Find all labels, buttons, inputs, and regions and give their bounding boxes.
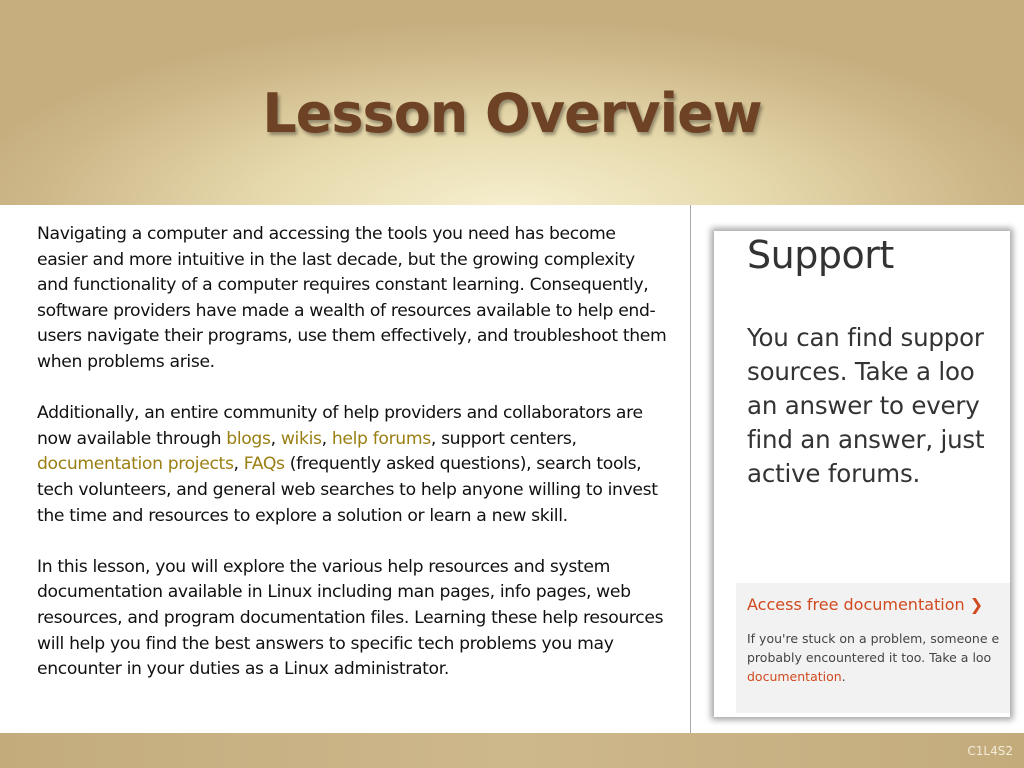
paragraph-3-text: In this lesson, you will explore the various help resources and system documentation available in Linux including man pages, info pages, web resources, and program documentation files. Learning these help resources will help you find the best answers to specific tech problems you may encounter in your duties as a Linux administrator. (37, 556, 664, 680)
paragraph-1-text: Navigating a computer and accessing the tools you need has become easier and more intuitive in the last decade, but the growing complexity and functionality of a computer requires constant learning. Consequently, software providers have made a wealth of resources available to help end-users navigate their programs, use them effectively, and troubleshoot them when problems arise. (37, 224, 667, 372)
paragraph-2-start: Additionally, an entire community of help providers and collaborators are now available through (37, 403, 643, 449)
blogs-link[interactable]: blogs (226, 428, 271, 449)
support-screenshot (714, 231, 1010, 717)
slide-title: Lesson Overview (262, 82, 762, 145)
help-forums-link[interactable]: help forums (331, 428, 431, 449)
documentation-box (736, 583, 1010, 713)
documentation-projects-link[interactable]: documentation projects (37, 454, 234, 475)
separator: , (270, 428, 281, 449)
screenshot-page (714, 231, 1010, 717)
screenshot-text (747, 321, 1010, 491)
slide-footer (0, 733, 1024, 768)
screenshot-line: You can find suppor (747, 323, 984, 352)
screenshot-line: find an answer, just (747, 425, 985, 454)
paragraph-2-mid: , support centers, (430, 428, 577, 449)
paragraph-2-end: (frequently asked questions), search tools, tech volunteers, and general web searches to help anyone willing to invest the time and resources to explore a solution or learn a new skill. (37, 454, 658, 526)
faqs-link[interactable]: FAQs (243, 454, 285, 475)
wikis-link[interactable]: wikis (280, 428, 322, 449)
slide-number: C1L4S2 (967, 744, 1013, 758)
paragraph-3 (37, 555, 667, 683)
paragraph-1 (37, 222, 667, 376)
screenshot-line: an answer to every (747, 391, 980, 420)
column-divider (690, 205, 691, 733)
separator: , (321, 428, 332, 449)
slide-header (0, 0, 1024, 205)
slide-content (0, 205, 1024, 733)
screenshot-line: sources. Take a loo (747, 357, 975, 386)
separator: , (233, 454, 244, 475)
paragraph-2 (37, 401, 667, 529)
description-line: If you're stuck on a problem, someone e (747, 631, 1000, 646)
description-line (747, 667, 1010, 686)
screenshot-title: Support (747, 233, 894, 277)
access-documentation-link[interactable]: Access free documentation ❯ (747, 595, 984, 614)
documentation-description (747, 629, 1010, 686)
screenshot-line: active forums. (747, 459, 921, 488)
body-text (37, 222, 667, 708)
description-line: probably encountered it too. Take a loo (747, 650, 992, 665)
documentation-link[interactable]: documentation (747, 669, 842, 684)
period: . (841, 669, 846, 684)
